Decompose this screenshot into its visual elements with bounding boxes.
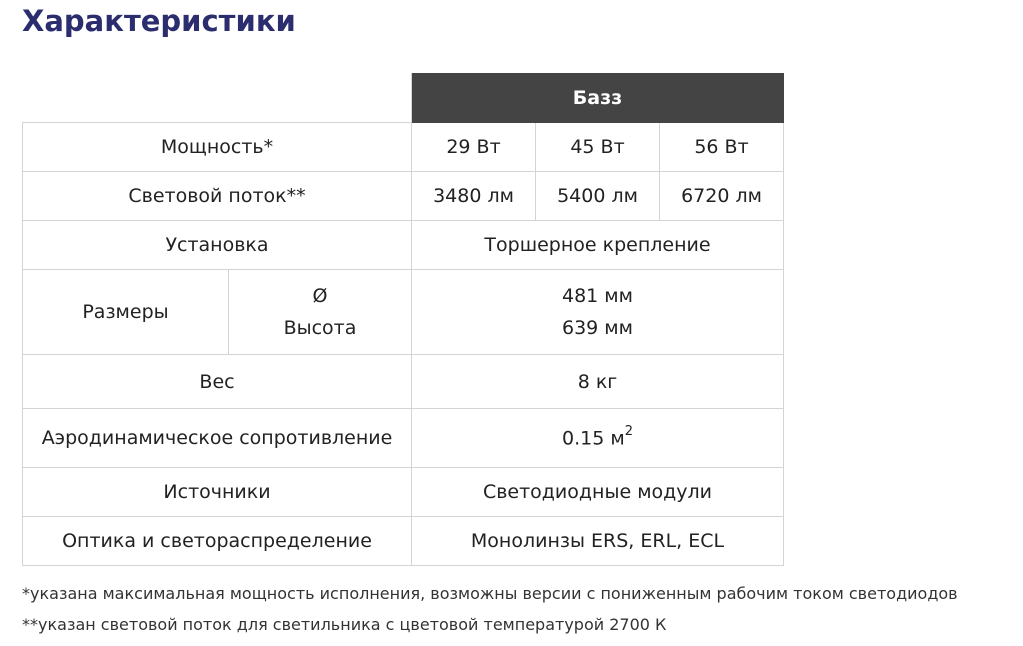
mounting-label: Установка	[23, 221, 412, 270]
height-label: Высота	[283, 317, 357, 339]
height-value: 639 мм	[562, 317, 633, 339]
power-value-2: 45 Вт	[536, 123, 660, 172]
power-label: Мощность*	[23, 123, 412, 172]
footnote-luminous-flux: **указан световой поток для светильника с цветовой температурой 2700 К	[22, 615, 667, 634]
footnotes	[22, 578, 958, 640]
diameter-value: 481 мм	[562, 285, 633, 307]
mounting-value: Торшерное крепление	[412, 221, 784, 270]
sources-value: Светодиодные модули	[412, 468, 784, 517]
table-header-row	[23, 74, 784, 123]
dimensions-label: Размеры	[23, 270, 229, 355]
model-header: Базз	[412, 74, 784, 123]
dimensions-sublabels	[229, 270, 412, 355]
luminous-flux-value-3: 6720 лм	[660, 172, 784, 221]
luminous-flux-value-1: 3480 лм	[412, 172, 536, 221]
optics-value: Монолинзы ERS, ERL, ECL	[412, 517, 784, 566]
dimensions-values	[412, 270, 784, 355]
aero-resistance-value: 0.15 м	[562, 427, 625, 450]
weight-value: 8 кг	[412, 355, 784, 409]
sources-label: Источники	[23, 468, 412, 517]
spec-table	[22, 73, 784, 566]
table-row-mounting	[23, 221, 784, 270]
table-row-dimensions	[23, 270, 784, 355]
footnote-power: *указана максимальная мощность исполнения, возможны версии с пониженным рабочим током светодиодов	[22, 584, 958, 603]
table-row-power	[23, 123, 784, 172]
diameter-label: Ø	[312, 285, 328, 307]
header-empty-cell	[23, 74, 412, 123]
table-row-sources	[23, 468, 784, 517]
table-row-weight	[23, 355, 784, 409]
luminous-flux-label: Световой поток**	[23, 172, 412, 221]
table-row-luminous-flux	[23, 172, 784, 221]
page-title: Характеристики	[22, 4, 296, 38]
aero-resistance-label: Аэродинамическое сопротивление	[23, 409, 412, 468]
aero-resistance-value-cell	[412, 409, 784, 468]
weight-label: Вес	[23, 355, 412, 409]
luminous-flux-value-2: 5400 лм	[536, 172, 660, 221]
optics-label: Оптика и светораспределение	[23, 517, 412, 566]
aero-resistance-unit-exponent: 2	[624, 424, 633, 440]
power-value-3: 56 Вт	[660, 123, 784, 172]
table-row-aero-resistance	[23, 409, 784, 468]
power-value-1: 29 Вт	[412, 123, 536, 172]
table-row-optics	[23, 517, 784, 566]
